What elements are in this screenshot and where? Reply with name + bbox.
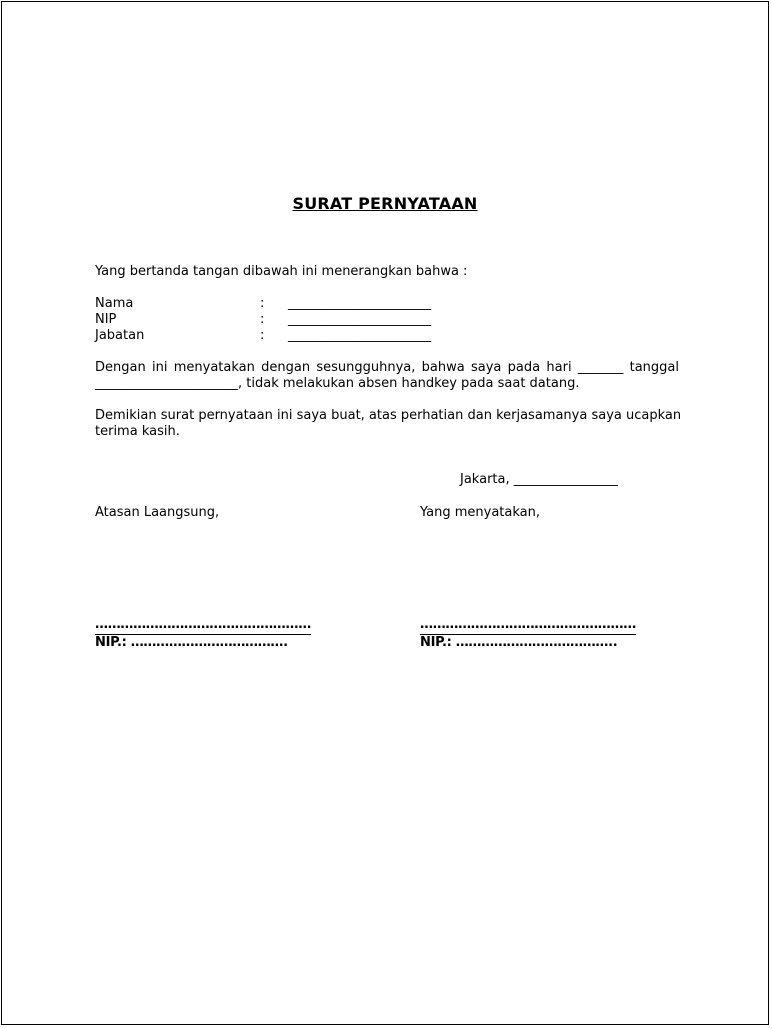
paragraph-closing-line2: terima kasih. bbox=[95, 424, 180, 439]
paragraph-statement-line2: ______________________, tidak melakukan absen handkey pada saat datang. bbox=[95, 376, 580, 391]
field-label-jabatan: Jabatan bbox=[95, 328, 145, 343]
field-colon-nip: : bbox=[260, 312, 265, 327]
field-blank-jabatan: ______________________ bbox=[288, 328, 431, 343]
field-blank-nip: ______________________ bbox=[288, 312, 431, 327]
right-signature-line bbox=[420, 617, 636, 635]
field-label-nip: NIP bbox=[95, 312, 117, 327]
document-title: SURAT PERNYATAAN bbox=[292, 194, 478, 213]
right-nip: NIP.: ……………………………….. bbox=[420, 635, 618, 650]
document-page bbox=[1, 1, 769, 1025]
right-signer-label: Yang menyatakan, bbox=[420, 505, 541, 520]
paragraph-statement-line1: Dengan ini menyatakan dengan sesungguhnya, bahwa saya pada hari _______ tanggal bbox=[95, 360, 679, 375]
place-date: Jakarta, ________________ bbox=[460, 472, 618, 487]
paragraph-closing bbox=[95, 408, 682, 440]
field-colon-nama: : bbox=[260, 296, 265, 311]
left-signature-line bbox=[95, 617, 311, 635]
left-nip: NIP.: ………………………………. bbox=[95, 635, 288, 650]
paragraph-statement bbox=[95, 360, 679, 392]
left-signature-dots: …………………………………………… bbox=[95, 617, 311, 635]
field-blank-nama: ______________________ bbox=[288, 296, 431, 311]
field-colon-jabatan: : bbox=[260, 328, 265, 343]
left-signer-label: Atasan Laangsung, bbox=[95, 505, 220, 520]
paragraph-closing-line1: Demikian surat pernyataan ini saya buat, atas perhatian dan kerjasamanya saya ucapkan bbox=[95, 408, 682, 423]
field-label-nama: Nama bbox=[95, 296, 134, 311]
intro-text: Yang bertanda tangan dibawah ini menerangkan bahwa : bbox=[95, 264, 468, 279]
right-signature-dots: …………………………………………… bbox=[420, 617, 636, 635]
